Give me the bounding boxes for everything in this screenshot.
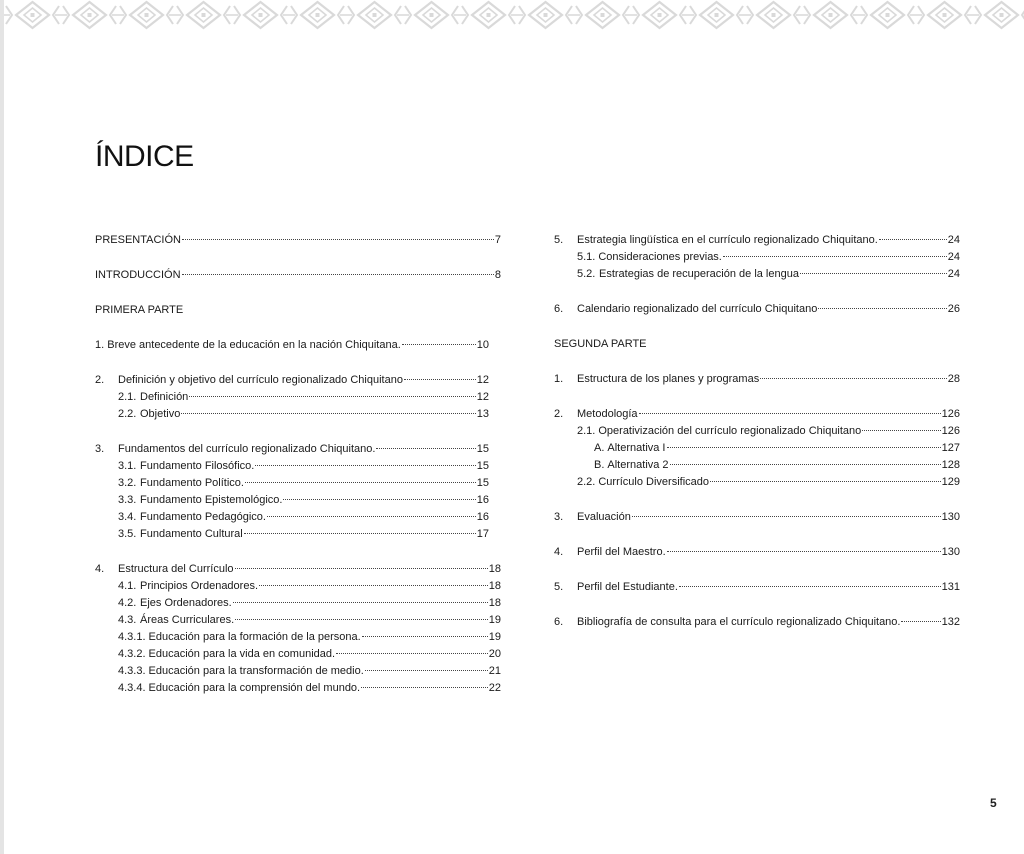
toc-entry-text: Fundamento Filosófico. [140,460,255,472]
pattern-motif [403,0,460,30]
toc-entry-number: 5. [554,581,564,593]
toc-entry-2-1[interactable] [95,391,489,408]
toc-leader-dots [283,499,475,500]
toc-entry-4-3[interactable] [95,614,501,631]
toc-entry-number: 2. [554,408,564,420]
toc-entry-number: 3.1. [118,460,137,472]
toc-entry-number: 4. [554,546,564,558]
toc-leader-dots [362,636,488,637]
toc-entry-number: 4.3.2. [118,648,146,660]
toc-leader-dots [361,687,488,688]
toc-page-number: 17 [476,528,489,540]
toc-entry-text: Perfil del Estudiante. [577,581,678,593]
toc-page-number: 12 [476,391,489,403]
toc-entry-number: B. [594,459,605,471]
toc-leader-dots [336,653,488,654]
toc-entry-text: Objetivo [140,408,181,420]
toc-entry-number: 1. [554,373,564,385]
toc-entry-number: 4.3. [118,614,137,626]
toc-page-number: 131 [941,581,960,593]
toc-entry-number: 4.3.1. [118,631,146,643]
page-title: ÍNDICE [95,140,194,173]
toc-right-column [554,234,960,633]
toc-entry-part2-5[interactable] [554,581,960,598]
toc-entry-text: Fundamentos del currículo regionalizado Chiquitano. [118,443,376,455]
toc-entry-number: 3.5. [118,528,137,540]
toc-entry-5[interactable] [554,234,960,251]
toc-entry-text: Calendario regionalizado del currículo Chiquitano [577,303,818,315]
section-heading-primera-parte: PRIMERA PARTE [95,304,184,316]
toc-leader-dots [404,379,476,380]
toc-entry-5-1[interactable] [554,251,960,268]
toc-entry-3-5[interactable] [95,528,489,545]
toc-entry-text: Evaluación [577,511,631,523]
toc-entry-number: 3.4. [118,511,137,523]
page-edge-strip [0,0,4,854]
toc-page-number: 7 [494,234,501,246]
toc-page-number: 126 [941,425,960,437]
toc-entry-text: Operativización del currículo regionalizado Chiquitano [598,425,862,437]
toc-page-number: 126 [941,408,960,420]
toc-page-number: 21 [488,665,501,677]
toc-entry-number: 3. [95,443,105,455]
toc-entry-number: 4.3.4. [118,682,146,694]
toc-leader-dots [667,447,941,448]
toc-entry-text: Educación para la formación de la persona. [148,631,361,643]
toc-entry-text: Educación para la vida en comunidad. [148,648,336,660]
toc-leader-dots [244,533,476,534]
toc-entry-text: Alternativa 2 [607,459,669,471]
toc-entry-text: Perfil del Maestro. [577,546,666,558]
toc-page-number: 24 [947,251,960,263]
pattern-motif [460,0,517,30]
toc-entry-3-1[interactable] [95,460,489,477]
toc-entry-4-3-4[interactable] [95,682,501,699]
toc-leader-dots [182,274,494,275]
toc-entry-text: Currículo Diversificado [598,476,710,488]
toc-entry-text: Fundamento Epistemológico. [140,494,283,506]
toc-leader-dots [402,344,476,345]
toc-leader-dots [818,308,946,309]
toc-leader-dots [233,602,488,603]
toc-leader-dots [901,621,940,622]
toc-entry-part2-6[interactable] [554,616,960,633]
toc-entry-3-3[interactable] [95,494,489,511]
toc-entry-number: 4.3.3. [118,665,146,677]
toc-entry-number: 2.2. [118,408,137,420]
toc-entry-part2-1[interactable] [554,373,960,390]
pattern-motif [688,0,745,30]
toc-leader-dots [862,430,940,431]
pattern-motif [346,0,403,30]
pattern-motif [232,0,289,30]
toc-entry-text: Educación para la transformación de medio. [148,665,364,677]
toc-page-number: 19 [488,631,501,643]
toc-entry-1[interactable] [95,339,489,356]
toc-leader-dots [182,239,494,240]
toc-page-number: 22 [488,682,501,694]
toc-entry-2[interactable] [95,374,489,391]
toc-entry-part2-4[interactable] [554,546,960,563]
toc-entry-number: 6. [554,616,564,628]
toc-entry-introduccion[interactable] [95,269,501,286]
toc-entry-number: 6. [554,303,564,315]
pattern-motif [61,0,118,30]
toc-entry-4-3-2[interactable] [95,648,501,665]
toc-entry-text: Áreas Curriculares. [140,614,235,626]
toc-page-number: 16 [476,494,489,506]
toc-entry-4-1[interactable] [95,580,501,597]
toc-leader-dots [235,619,488,620]
page-number: 5 [990,796,997,810]
toc-entry-6[interactable] [554,303,960,320]
toc-entry-text: Fundamento Político. [140,477,244,489]
pattern-motif [973,0,1024,30]
toc-entry-part2-2[interactable] [554,408,960,425]
toc-leader-dots [376,448,475,449]
toc-entry-3-2[interactable] [95,477,489,494]
toc-page-number: 16 [476,511,489,523]
toc-entry-3[interactable] [95,443,489,460]
toc-leader-dots [710,481,941,482]
toc-leader-dots [245,482,476,483]
toc-entry-text: Bibliografía de consulta para el currículo regionalizado Chiquitano. [577,616,901,628]
toc-leader-dots [181,413,475,414]
toc-entry-number: 2.2. [577,476,596,488]
toc-page-number: 15 [476,443,489,455]
pattern-motif [175,0,232,30]
toc-entry-text: Principios Ordenadores. [140,580,259,592]
toc-entry-5-2[interactable] [554,268,960,285]
toc-entry-text: Estructura del Currículo [118,563,234,575]
toc-entry-number: 3. [554,511,564,523]
toc-leader-dots [670,464,941,465]
toc-page-number: 130 [941,546,960,558]
toc-entry-4[interactable] [95,563,501,580]
toc-page-number: 12 [476,374,489,386]
toc-entry-number: 2.1. [118,391,137,403]
toc-entry-text: PRESENTACIÓN [95,234,181,246]
toc-entry-number: 5.2. [577,268,596,280]
pattern-motif [859,0,916,30]
toc-entry-3-4[interactable] [95,511,489,528]
toc-entry-part2-2-1-b[interactable] [554,459,960,476]
pattern-motif [745,0,802,30]
toc-page-number: 24 [947,268,960,280]
toc-entry-number: 4. [95,563,105,575]
toc-entry-number: 2.1. [577,425,596,437]
pattern-motif [916,0,973,30]
toc-page-number: 20 [488,648,501,660]
toc-page-number: 127 [941,442,960,454]
toc-leader-dots [255,465,475,466]
toc-entry-2-2[interactable] [95,408,489,425]
toc-entry-number: 4.1. [118,580,137,592]
toc-left-column [95,234,501,699]
toc-entry-text: Ejes Ordenadores. [140,597,232,609]
toc-leader-dots [667,551,941,552]
toc-entry-text: Definición [140,391,189,403]
toc-entry-number: A. [594,442,605,454]
toc-entry-text: Estrategia lingüística en el currículo regionalizado Chiquitano. [577,234,878,246]
toc-entry-4-3-1[interactable] [95,631,501,648]
toc-entry-part2-2-2[interactable] [554,476,960,493]
toc-entry-text: Definición y objetivo del currículo regionalizado Chiquitano [118,374,403,386]
toc-page-number: 8 [494,269,501,281]
toc-entry-text: Consideraciones previas. [598,251,722,263]
pattern-motif [802,0,859,30]
toc-entry-text: Metodología [577,408,638,420]
toc-leader-dots [760,378,947,379]
pattern-motif [631,0,688,30]
toc-leader-dots [879,239,947,240]
toc-entry-text: Alternativa I [607,442,666,454]
toc-page-number: 130 [941,511,960,523]
toc-entry-number: 3.3. [118,494,137,506]
pattern-motif [289,0,346,30]
pattern-motif [4,0,61,30]
toc-leader-dots [267,516,476,517]
toc-page-number: 15 [476,460,489,472]
toc-entry-number: 3.2. [118,477,137,489]
toc-entry-number: 4.2. [118,597,137,609]
toc-page-number: 26 [947,303,960,315]
toc-leader-dots [800,273,947,274]
toc-page-number: 28 [947,373,960,385]
toc-entry-text: Estrategias de recuperación de la lengua [599,268,799,280]
toc-page-number: 128 [941,459,960,471]
toc-entry-part2-2-1-a[interactable] [554,442,960,459]
toc-entry-text: Educación para la comprensión del mundo. [148,682,361,694]
toc-leader-dots [632,516,941,517]
toc-page-number: 132 [941,616,960,628]
toc-entry-text: 1. Breve antecedente de la educación en la nación Chiquitana. [95,339,401,351]
toc-leader-dots [235,568,488,569]
toc-leader-dots [365,670,488,671]
toc-entry-number: 2. [95,374,105,386]
toc-page-number: 10 [476,339,489,351]
pattern-motif [574,0,631,30]
toc-leader-dots [189,396,475,397]
toc-entry-text: Fundamento Cultural [140,528,243,540]
toc-entry-4-3-3[interactable] [95,665,501,682]
pattern-motif [118,0,175,30]
toc-page-number: 18 [488,580,501,592]
toc-entry-text: Estructura de los planes y programas [577,373,760,385]
toc-page-number: 13 [476,408,489,420]
toc-entry-text: INTRODUCCIÓN [95,269,181,281]
toc-leader-dots [679,586,941,587]
toc-entry-number: 5. [554,234,564,246]
decorative-pattern-band [4,0,1024,32]
toc-page-number: 19 [488,614,501,626]
toc-page-number: 24 [947,234,960,246]
toc-entry-4-2[interactable] [95,597,501,614]
toc-entry-part2-3[interactable] [554,511,960,528]
pattern-motif [517,0,574,30]
section-heading-segunda-parte: SEGUNDA PARTE [554,338,647,350]
toc-page-number: 18 [488,563,501,575]
toc-leader-dots [639,413,941,414]
toc-page-number: 15 [476,477,489,489]
toc-page-number: 18 [488,597,501,609]
toc-leader-dots [723,256,947,257]
toc-entry-number: 5.1. [577,251,596,263]
toc-leader-dots [259,585,488,586]
toc-entry-part2-2-1[interactable] [554,425,960,442]
toc-entry-text: Fundamento Pedagógico. [140,511,266,523]
toc-page-number: 129 [941,476,960,488]
toc-entry-presentacion[interactable] [95,234,501,251]
